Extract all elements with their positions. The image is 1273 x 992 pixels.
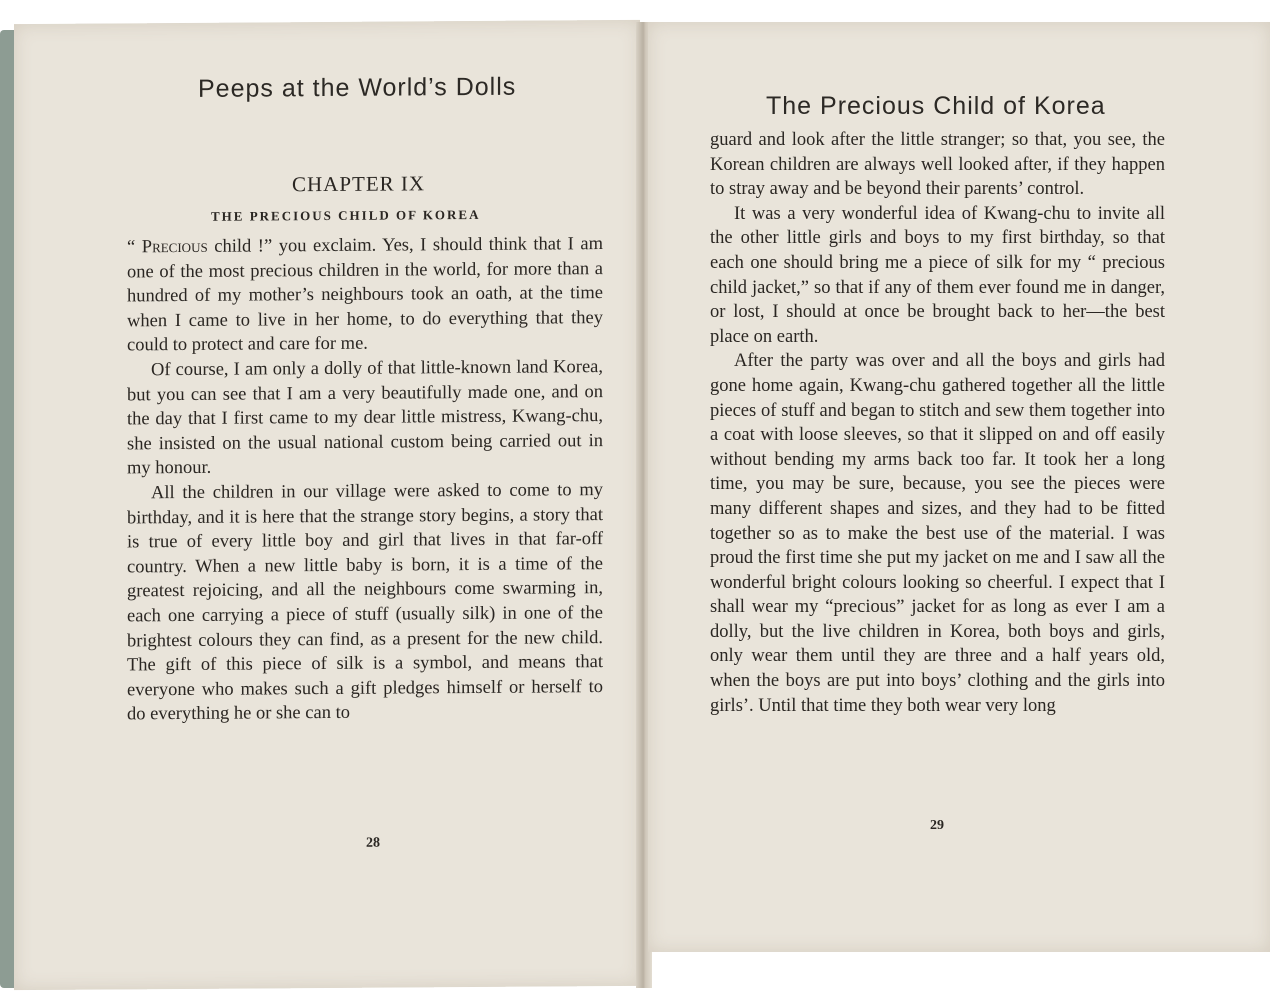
right-page xyxy=(648,22,1270,952)
opening-quote: “ xyxy=(127,237,142,258)
page-number-right: 29 xyxy=(930,818,944,833)
right-body-text xyxy=(710,128,1165,718)
right-paragraph-1: guard and look after the little stranger; so that, you see, the Korean children are always well looked after, if they happen to stray away and be beyond their parents’ control. xyxy=(710,130,1165,200)
opening-word: Precious xyxy=(141,236,208,258)
opening-rest: child !” you exclaim. Yes, I should think that I am one of the most precious children in the world, for more than a hundred of my mother’s neighbours took an oath, at the time when I came to live in her home, to do everything that they could to protect and care for me. xyxy=(127,234,603,356)
left-paragraph-2: Of course, I am only a dolly of that little-known land Korea, but you can see that I am a very beautifully made one, and on the day that I first came to my dear little mistress, Kwang-chu, she insisted on the usual national custom being carried out in my honour. xyxy=(127,357,603,479)
left-page xyxy=(14,20,640,990)
left-paragraph-1 xyxy=(127,232,603,358)
left-paragraph-3: All the children in our village were asked to come to my birthday, and it is here that the strange story begins, a story that is true of every little boy and girl that lives in that far-off country. When a new little baby is born, it is a time of the greatest rejoicing, and all the neighbours come swarming in, each one carrying a piece of stuff (usually silk) in one of the brightest colours they can find, as a present for the new child. The gift of this piece of silk is a symbol, and means that everyone who makes such a gift pledges himself or herself to do everything he or she can to xyxy=(127,480,603,725)
right-paragraph-3: After the party was over and all the boys and girls had gone home again, Kwang-chu gathered together all the little pieces of stuff and began to stitch and sew them together into a coat with loose sleeves, so that it slipped on and off easily without bending my arms back too far. It took her a long time, you may be sure, because, you see the pieces were many different shapes and sizes, and they had to be fitted together so as to make the best use of the material. I was proud the first time she put my jacket on me and I saw all the wonderful bright colours looking so cheerful. I expect that I shall wear my “precious” jacket for as long as ever I am a dolly, but the live children in Korea, both boys and girls, only wear them until they are three and a half years old, when the boys are put into boys’ clothing and the girls into girls’. Until that time they both wear very long xyxy=(710,351,1165,716)
running-head-right: The Precious Child of Korea xyxy=(766,92,1106,120)
running-head-left: Peeps at the World’s Dolls xyxy=(198,72,517,103)
chapter-title: THE PRECIOUS CHILD OF KOREA xyxy=(211,206,481,224)
left-body-text xyxy=(127,232,603,727)
chapter-number: CHAPTER IX xyxy=(292,171,426,197)
right-paragraph-2: It was a very wonderful idea of Kwang-chu to invite all the other little girls and boys to my first birthday, so that each one should bring me a piece of silk for my “ precious child jacket,” so that if any of them ever found me in danger, or lost, I should at once be brought back to her—the best place on earth. xyxy=(710,203,1165,347)
page-number-left: 28 xyxy=(366,835,380,851)
